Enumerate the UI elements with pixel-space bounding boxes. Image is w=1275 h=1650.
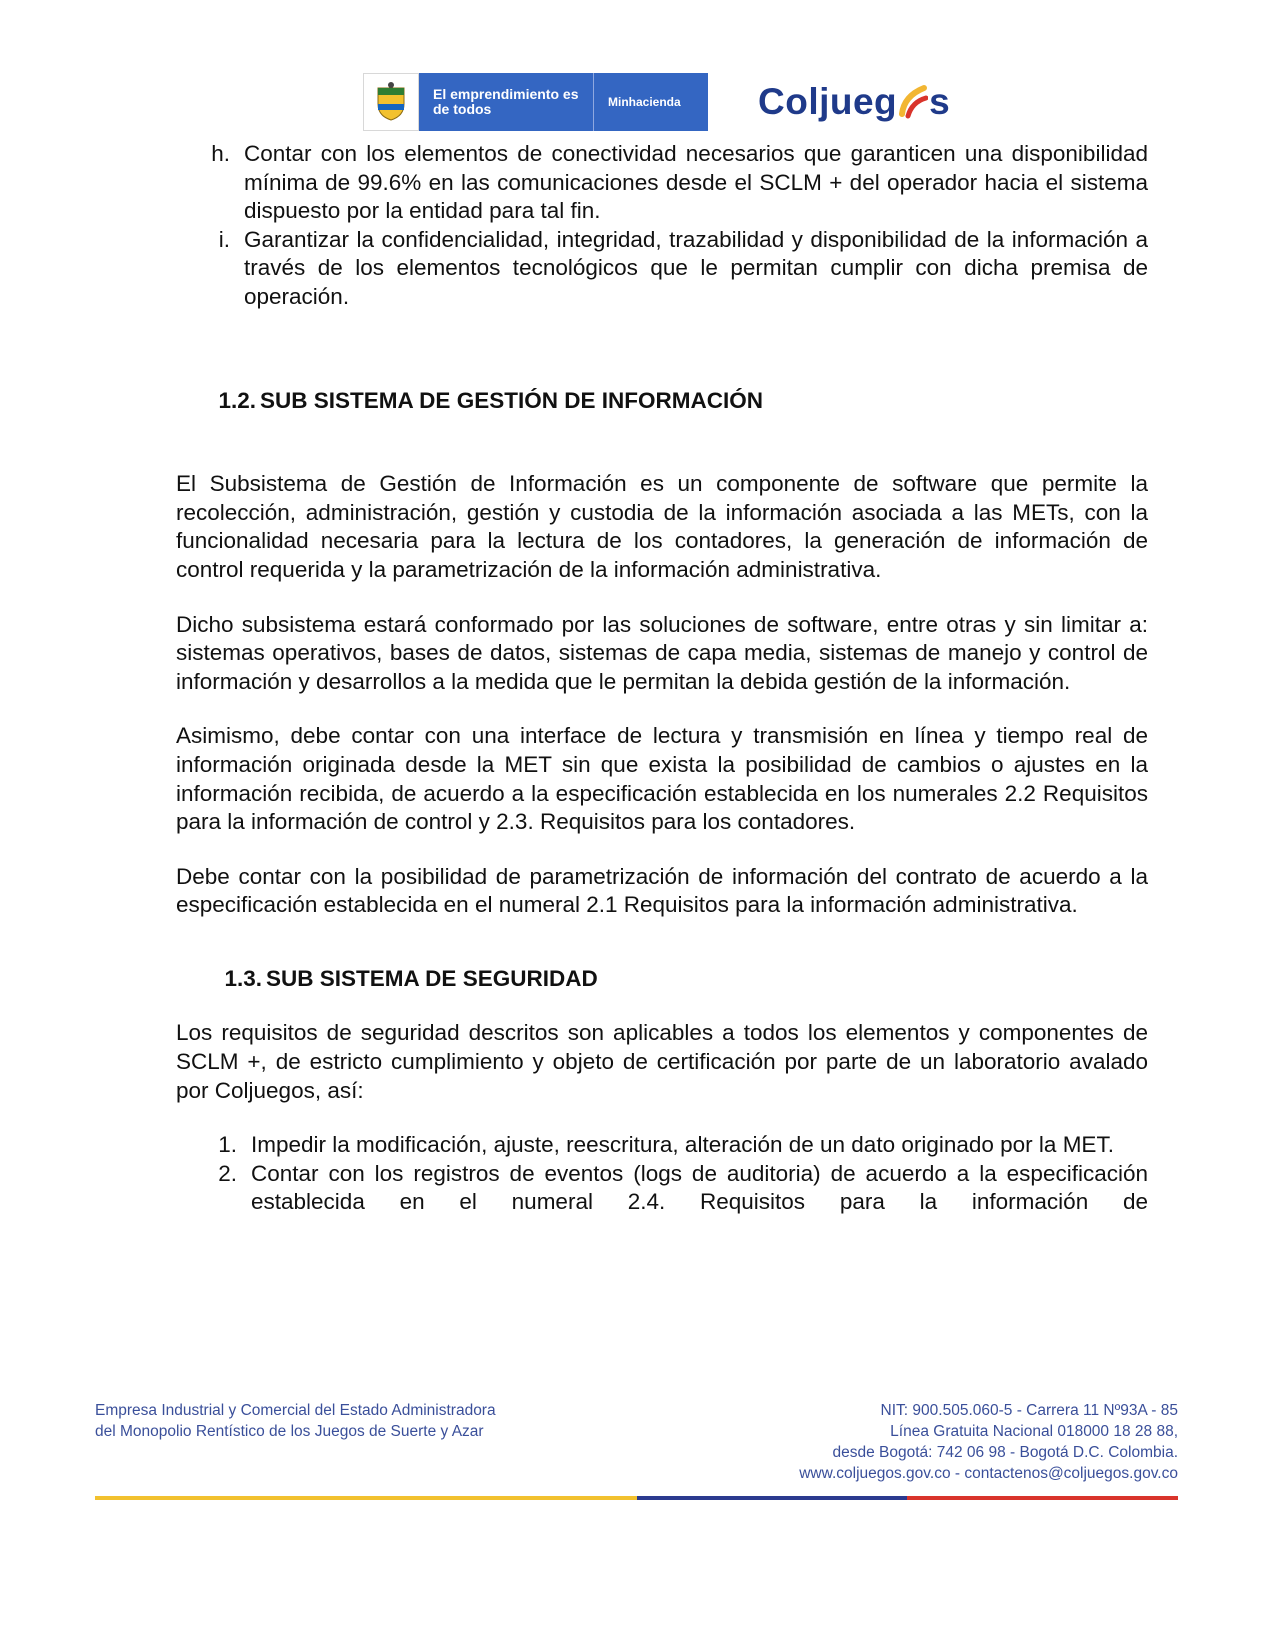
list-label: h. [211,141,230,166]
list-label: 1. [218,1132,237,1158]
paragraph: El Subsistema de Gestión de Información es un componente de software que permite la recolección, administración, gestión y custodia de la información asociada a las METs, con la funcionalidad necesaria para la lectura de los contadores, la generación de información de control requerida y la parametrización de la información administrativa. [176,471,1148,582]
list-item [176,1160,1148,1217]
footer-line: del Monopolio Rentístico de los Juegos de Suerte y Azar [95,1423,484,1440]
footer-contact [799,1400,1178,1484]
list-item [176,226,1148,312]
brand-prefix: Coljueg [758,81,898,122]
footer-web: www.coljuegos.gov.co - contactenos@coljuegos.gov.co [799,1465,1178,1482]
list-text: Impedir la modificación, ajuste, reescritura, alteración de un dato originado por la MET. [251,1132,1114,1158]
footer-line: Empresa Industrial y Comercial del Estado Administradora [95,1402,496,1419]
list-text: Contar con los elementos de conectividad necesarios que garanticen una disponibilidad mínima de 99.6% en las comunicaciones desde el SCLM + del operador hacia el sistema dispuesto por la entidad para tal fin. [244,141,1148,224]
footer-company [95,1400,496,1442]
section-number: 1.2. [218,387,256,413]
section-title: SUB SISTEMA DE GESTIÓN DE INFORMACIÓN [260,387,763,413]
list-item [176,140,1148,226]
footer-phone: Línea Gratuita Nacional 018000 18 28 88, [890,1423,1178,1440]
paragraph: Debe contar con la posibilidad de parametrización de información del contrato de acuerdo a la especificación establecida en el numeral 2.1 Requisitos para la información administrativa. [176,863,1148,918]
list-text: Garantizar la confidencialidad, integridad, trazabilidad y disponibilidad de la información a través de los elementos tecnológicos que le permitan cumplir con dicha premisa de operación. [244,226,1148,309]
list-label: 2. [218,1160,237,1186]
ministry-label: Minhacienda [608,95,681,109]
coljuegos-mark-icon [898,84,928,120]
list-text: Contar con los registros de eventos (logs de auditoria) de acuerdo a la especificación establecida en el numeral 2.4. Requisitos para la información de [251,1160,1148,1215]
coat-of-arms-icon [363,73,419,131]
government-banner [363,73,708,131]
paragraph: Los requisitos de seguridad descritos son aplicables a todos los elementos y componentes de SCLM +, de estricto cumplimiento y objeto de certificación por parte de un laboratorio avalado por Coljuegos, así: [176,1020,1148,1103]
section-number: 1.3. [224,965,262,991]
footer-color-bar [95,1496,1178,1500]
footer-bar-yellow [95,1496,637,1500]
paragraph: Dicho subsistema estará conformado por las soluciones de software, entre otras y sin limitar a: sistemas operativos, bases de datos, sistemas de capa media, sistemas de manejo y control de información y desarrollos a la medida que le permitan la debida gestión de la información. [176,611,1148,694]
footer-bar-blue [637,1496,908,1500]
list-item [176,1131,1148,1160]
section-title: SUB SISTEMA DE SEGURIDAD [266,965,598,991]
banner-slogan: El emprendimiento es de todos [433,86,579,117]
footer-nit: NIT: 900.505.060-5 - Carrera 11 Nº93A - 85 [880,1402,1178,1419]
paragraph: Asimismo, debe contar con una interface de lectura y transmisión en línea y tiempo real de información originada desde la MET sin que exista la posibilidad de cambios o ajustes en la información recibida, de acuerdo a la especificación establecida en los numerales 2.2 Requisitos para la información de control y 2.3. Requisitos para los contadores. [176,723,1148,835]
footer-bar-red [907,1496,1178,1500]
section-heading-1-3 [176,965,1148,994]
section-heading-1-2 [176,387,1148,416]
coljuegos-logo [758,81,950,123]
list-label: i. [218,226,230,252]
footer-location: desde Bogotá: 742 06 98 - Bogotá D.C. Colombia. [832,1444,1178,1461]
page-header [363,73,963,133]
brand-suffix: s [929,81,951,122]
document-body [176,140,1148,1217]
